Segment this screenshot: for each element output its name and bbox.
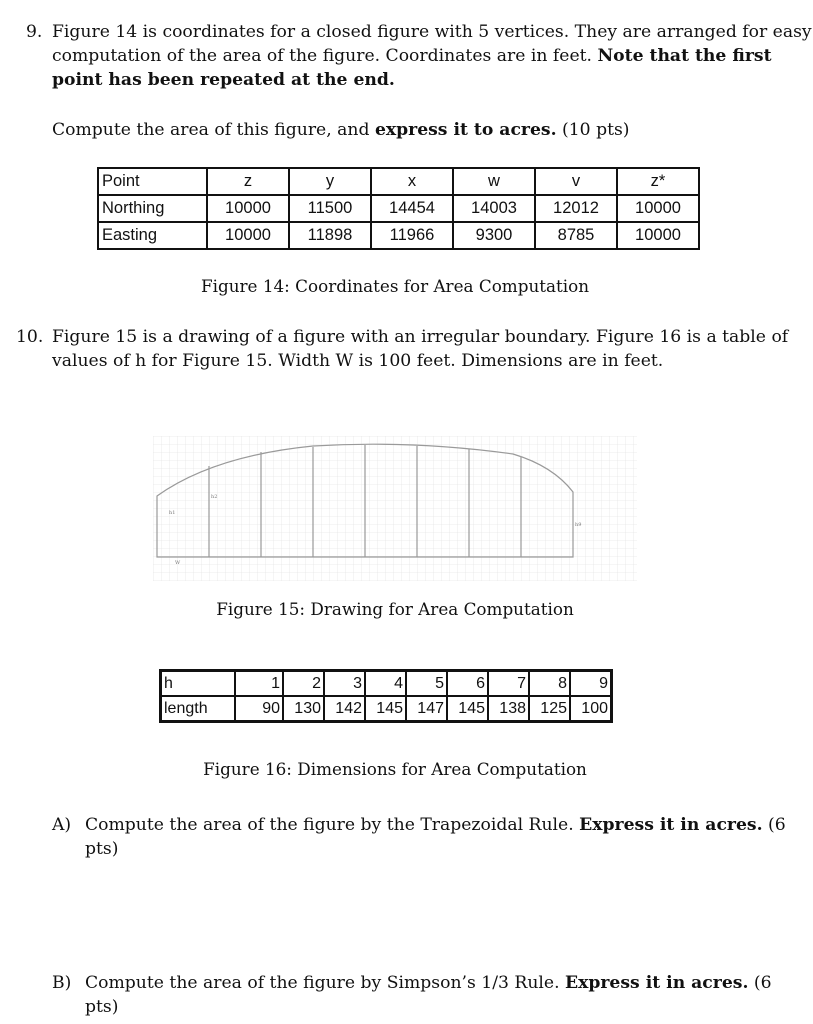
table-cell: 14454: [371, 195, 453, 222]
part-b-line-1: Compute the area of the figure by Simpson’s 1/3 Rule. Express it in acres. (6: [85, 973, 772, 993]
label-h2: h2: [211, 494, 218, 500]
table-row: [161, 696, 612, 722]
table-cell: 125: [529, 696, 570, 722]
figure-16-caption: Figure 16: Dimensions for Area Computation: [203, 759, 587, 779]
part-a-line-2: pts): [85, 839, 119, 859]
question-number: 9.: [26, 22, 43, 42]
header-cell: v: [535, 168, 617, 195]
header-cell: z*: [617, 168, 699, 195]
q9-line-1: Figure 14 is coordinates for a closed figure with 5 vertices. They are arranged for easy: [52, 22, 812, 42]
table-cell: 138: [488, 696, 529, 722]
table-cell: 90: [235, 696, 283, 722]
q9-compute-instruction: Compute the area of this figure, and express it to acres. (10 pts): [52, 120, 630, 140]
table-cell: length: [161, 696, 236, 722]
table-cell: 142: [324, 696, 365, 722]
table-cell: 10000: [207, 195, 289, 222]
header-cell: 8: [529, 671, 570, 697]
coordinates-table: [97, 167, 700, 250]
table-cell: 11966: [371, 222, 453, 249]
part-label: B): [52, 973, 72, 993]
part-label: A): [52, 815, 72, 835]
question-number: 10.: [16, 327, 44, 347]
table-cell: 130: [283, 696, 324, 722]
table-cell: 10000: [617, 222, 699, 249]
q10-line-2: values of h for Figure 15. Width W is 100 feet. Dimensions are in feet.: [52, 351, 664, 371]
header-cell: h: [161, 671, 236, 697]
table-header-row: [98, 168, 699, 195]
irregular-boundary-drawing: [153, 436, 637, 581]
table-cell: 145: [447, 696, 488, 722]
grid-background: [153, 436, 637, 581]
header-cell: 6: [447, 671, 488, 697]
label-h1: h1: [169, 510, 176, 516]
table-cell: 12012: [535, 195, 617, 222]
label-h9: h9: [575, 522, 582, 528]
part-a-line-1: Compute the area of the figure by the Trapezoidal Rule. Express it in acres. (6: [85, 815, 786, 835]
q9-line-2: computation of the area of the figure. Coordinates are in feet. Note that the first: [52, 46, 772, 66]
header-cell: z: [207, 168, 289, 195]
table-cell: 8785: [535, 222, 617, 249]
table-cell: 9300: [453, 222, 535, 249]
figure-14-caption: Figure 14: Coordinates for Area Computation: [200, 276, 590, 296]
header-cell: 9: [570, 671, 612, 697]
header-cell: 2: [283, 671, 324, 697]
header-cell: y: [289, 168, 371, 195]
header-cell: 3: [324, 671, 365, 697]
table-header-row: [161, 671, 612, 697]
table-cell: 11898: [289, 222, 371, 249]
header-cell: x: [371, 168, 453, 195]
figure-15-caption: Figure 15: Drawing for Area Computation: [216, 599, 574, 619]
label-w: W: [175, 560, 181, 566]
dimensions-table: [159, 669, 613, 723]
table-cell: 11500: [289, 195, 371, 222]
table-cell: Easting: [98, 222, 207, 249]
header-cell: 7: [488, 671, 529, 697]
part-b-line-2: pts): [85, 997, 119, 1017]
header-cell: 1: [235, 671, 283, 697]
table-cell: 10000: [617, 195, 699, 222]
table-cell: 14003: [453, 195, 535, 222]
header-cell: 4: [365, 671, 406, 697]
table-cell: 100: [570, 696, 612, 722]
table-row: [98, 222, 699, 249]
table-cell: 145: [365, 696, 406, 722]
q9-line-3: point has been repeated at the end.: [52, 70, 395, 90]
header-cell: Point: [98, 168, 207, 195]
q10-line-1: Figure 15 is a drawing of a figure with an irregular boundary. Figure 16 is a table of: [52, 327, 789, 347]
table-cell: 10000: [207, 222, 289, 249]
table-cell: 147: [406, 696, 447, 722]
table-cell: Northing: [98, 195, 207, 222]
header-cell: w: [453, 168, 535, 195]
header-cell: 5: [406, 671, 447, 697]
table-row: [98, 195, 699, 222]
